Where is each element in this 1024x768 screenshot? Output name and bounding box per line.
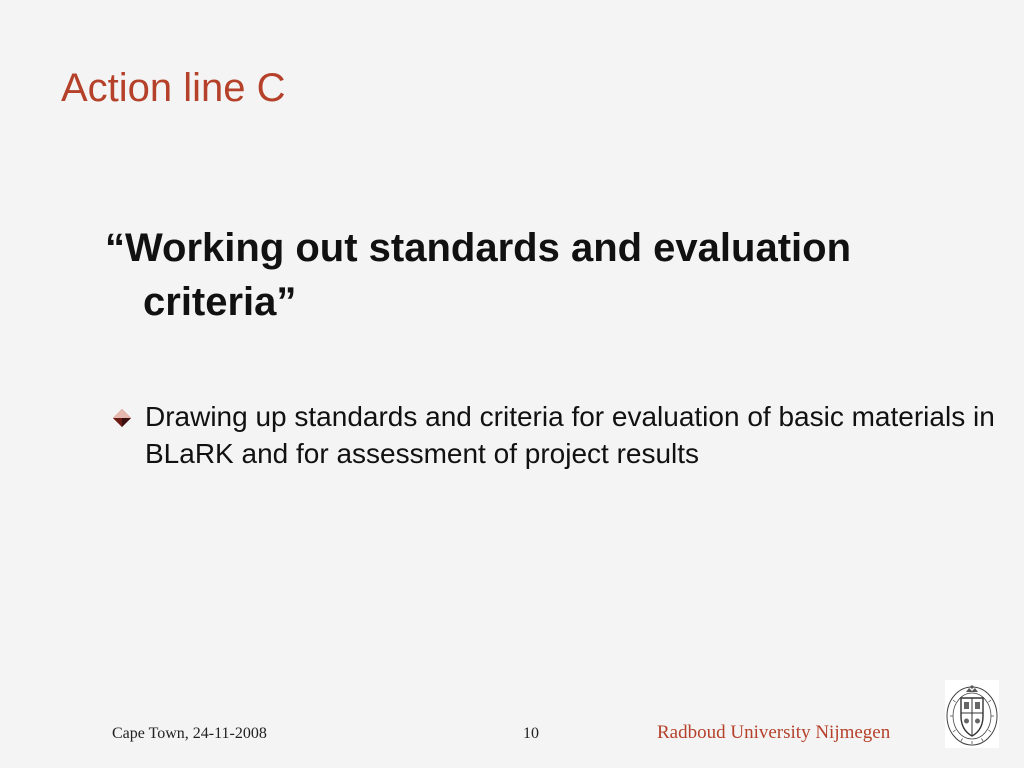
footer-organization: Radboud University Nijmegen: [657, 722, 891, 743]
diamond-bullet-icon: [112, 408, 132, 428]
heading-text: “Working out standards and evaluation criteria”: [105, 226, 852, 324]
footer-date-location: Cape Town, 24-11-2008: [112, 725, 267, 742]
footer-page-number: 10: [523, 725, 539, 742]
bullet-text: Drawing up standards and criteria for evaluation of basic materials in BLaRK and for assessment of project results: [145, 401, 995, 469]
slide-heading: [105, 221, 985, 329]
university-seal-logo: [945, 680, 999, 748]
slide-title: Action line C: [61, 66, 286, 110]
